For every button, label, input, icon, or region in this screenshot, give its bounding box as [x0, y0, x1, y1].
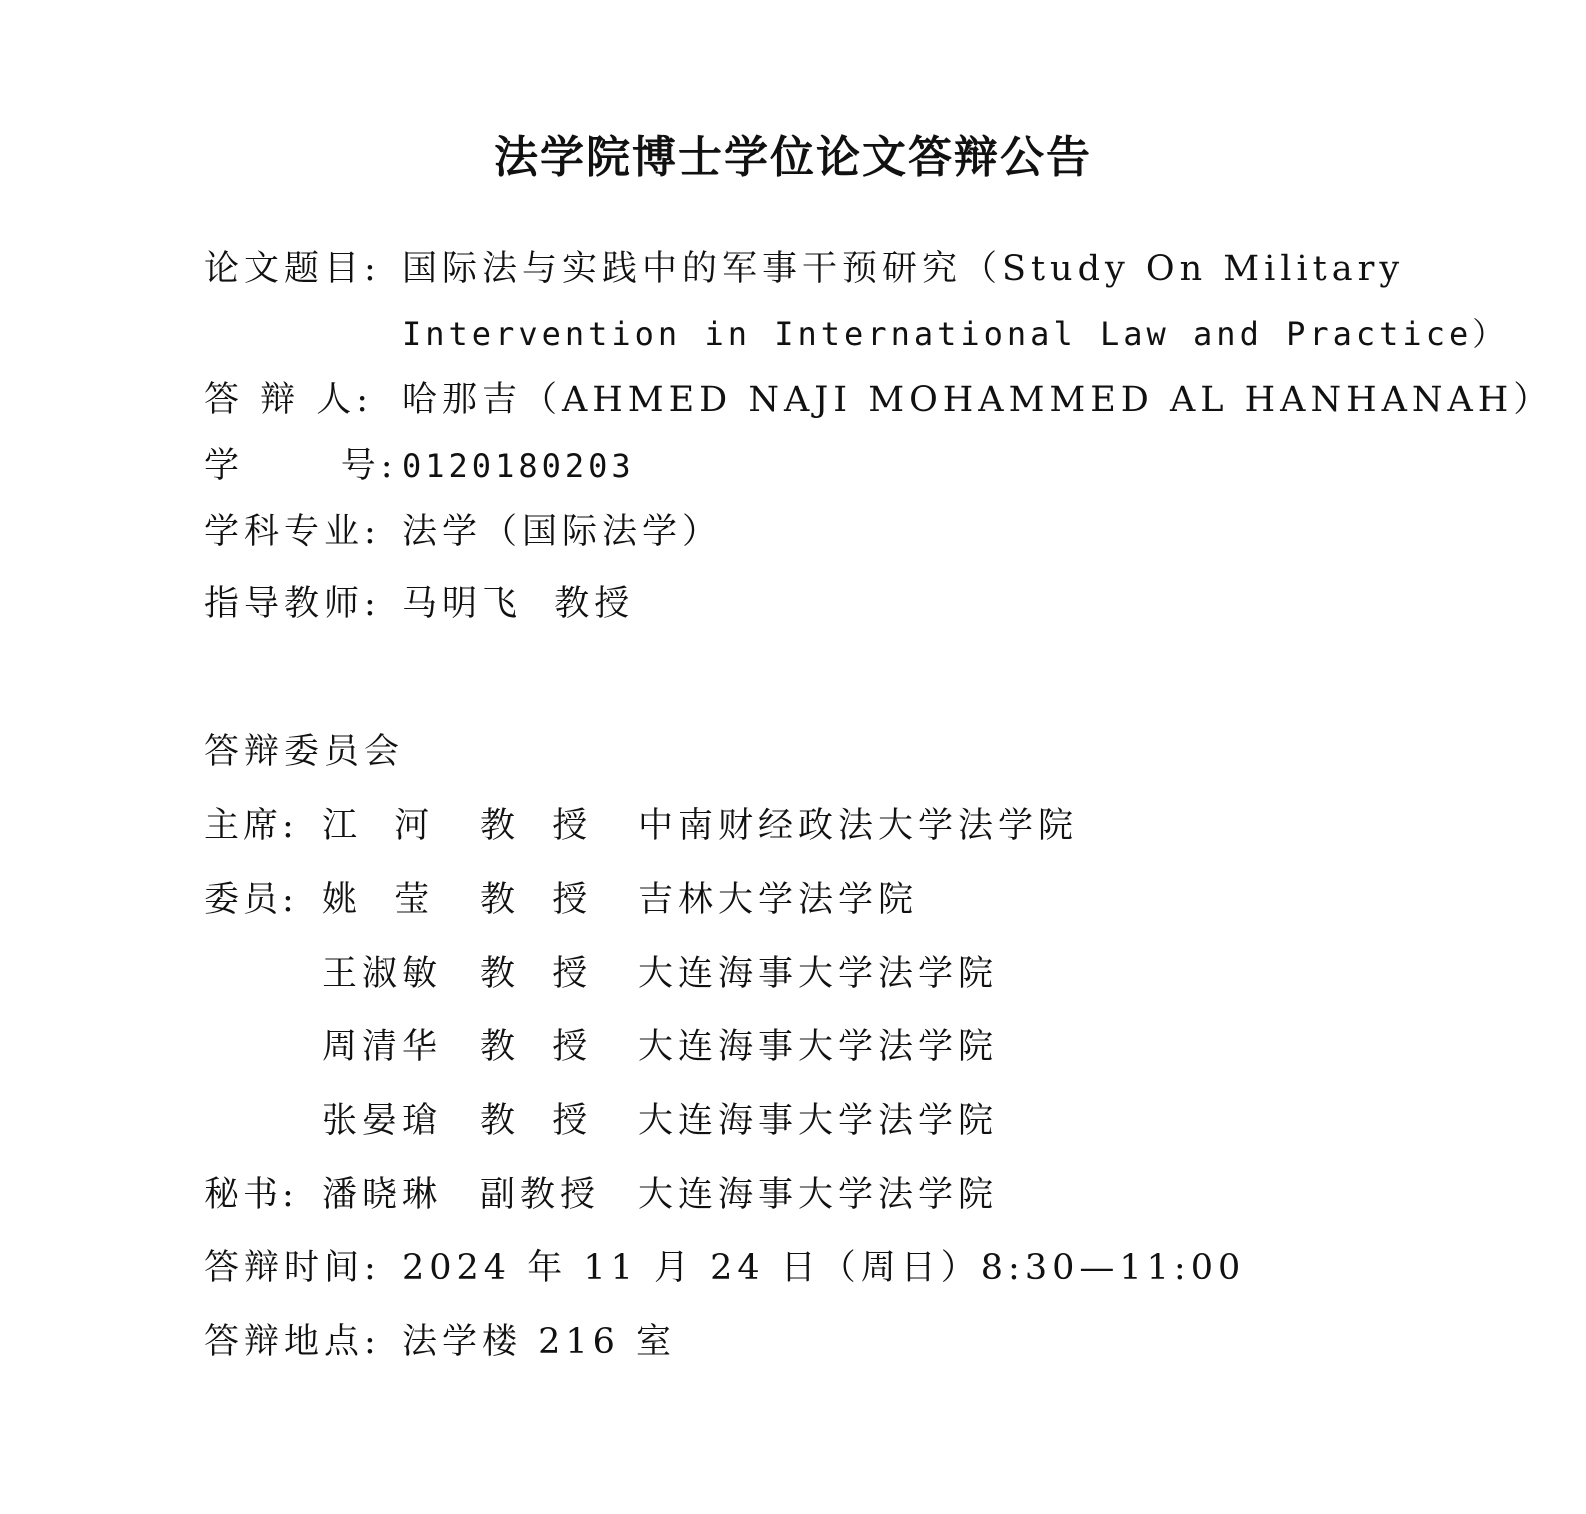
- committee-role: 委员:: [204, 880, 298, 920]
- committee-institution: 大连海事大学法学院: [638, 1175, 999, 1215]
- committee-name: 张晏瑲: [322, 1101, 443, 1141]
- committee-institution: 大连海事大学法学院: [638, 954, 999, 994]
- advisor-label: 指导教师:: [204, 584, 381, 624]
- thesis-title-value-line1: 国际法与实践中的军事干预研究（Study On Military: [402, 249, 1405, 289]
- thesis-title-value-line2: Intervention in International Law and Practice）: [402, 315, 1509, 353]
- advisor-value: 马明飞 教授: [402, 584, 635, 624]
- major-value: 法学（国际法学）: [402, 512, 723, 552]
- defense-place-label: 答辩地点:: [204, 1322, 381, 1362]
- committee-institution: 大连海事大学法学院: [638, 1101, 999, 1141]
- committee-title: 教 授: [480, 880, 593, 920]
- thesis-title-label: 论文题目:: [204, 249, 381, 289]
- major-label: 学科专业:: [204, 512, 381, 552]
- defender-label: 答 辩 人:: [204, 380, 374, 420]
- defense-place-value: 法学楼 216 室: [402, 1322, 677, 1362]
- committee-title: 副教授: [480, 1175, 601, 1215]
- committee-title: 教 授: [480, 1101, 593, 1141]
- committee-title: 教 授: [480, 1027, 593, 1067]
- committee-institution: 大连海事大学法学院: [638, 1027, 999, 1067]
- committee-name: 潘晓琳: [322, 1175, 443, 1215]
- committee-title: 教 授: [480, 806, 593, 846]
- committee-role: 秘书:: [204, 1175, 298, 1215]
- committee-heading: 答辩委员会: [204, 732, 405, 772]
- student-id-label: 学 号:: [204, 446, 398, 486]
- committee-name: 姚 莹: [322, 880, 435, 920]
- defense-time-label: 答辩时间:: [204, 1248, 381, 1288]
- committee-name: 王淑敏: [322, 954, 443, 994]
- committee-name: 江 河: [322, 806, 435, 846]
- committee-name: 周清华: [322, 1027, 443, 1067]
- student-id-value: 0120180203: [402, 447, 635, 485]
- committee-institution: 中南财经政法大学法学院: [638, 806, 1079, 846]
- defender-value: 哈那吉（AHMED NAJI MOHAMMED AL HANHANAH）: [402, 380, 1554, 420]
- committee-institution: 吉林大学法学院: [638, 880, 919, 920]
- committee-title: 教 授: [480, 954, 593, 994]
- committee-role: 主席:: [204, 806, 298, 846]
- page-title: 法学院博士学位论文答辩公告: [494, 132, 1092, 183]
- defense-time-value: 2024 年 11 月 24 日（周日）8:30—11:00: [402, 1248, 1246, 1288]
